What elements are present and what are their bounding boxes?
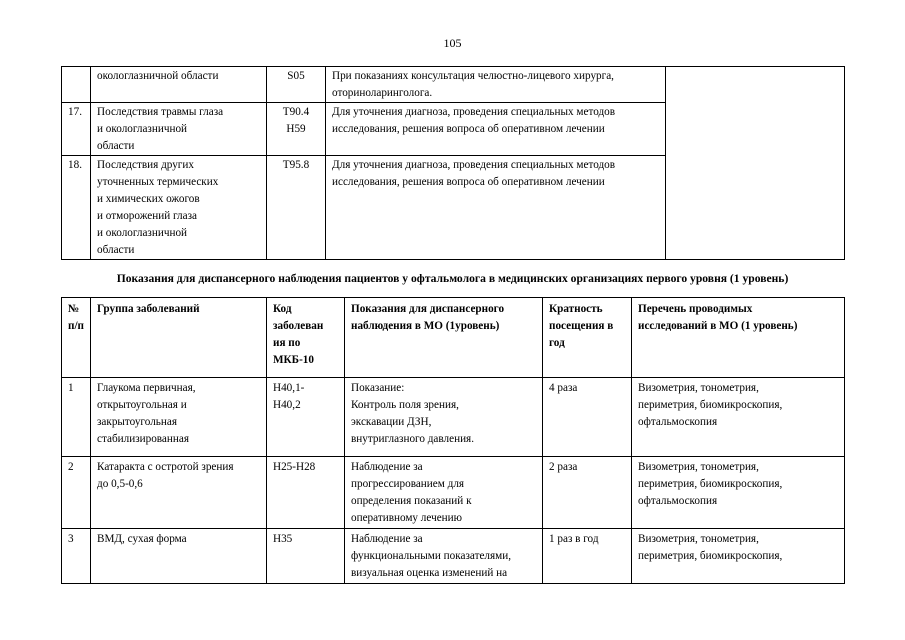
row-number: 3 xyxy=(62,529,91,584)
header-code: Код заболеван ия по МКБ-10 xyxy=(267,298,345,378)
referral-indication: При показаниях консультация челюстно-лицевого хирурга, оториноларинголога. xyxy=(326,67,666,103)
disease-group: Последствия других уточненных термических и химических ожогов и отморожений глаза и окологлазничной области xyxy=(91,156,267,260)
section-caption: Показания для диспансерного наблюдения пациентов у офтальмолога в медицинских организациях первого уровня (1 уровень) xyxy=(116,272,789,285)
table-row xyxy=(62,529,845,584)
icd-code: H35 xyxy=(267,529,345,584)
page-number: 105 xyxy=(443,36,462,50)
empty-cell xyxy=(666,67,845,260)
disease-group: ВМД, сухая форма xyxy=(91,529,267,584)
row-number: 17. xyxy=(62,103,91,156)
dispensary-table xyxy=(61,297,845,584)
studies-list: Визометрия, тонометрия, периметрия, биомикроскопия, офтальмоскопия xyxy=(632,457,845,529)
referral-indication: Для уточнения диагноза, проведения специальных методов исследования, решения вопроса об оперативном лечении xyxy=(326,156,666,260)
disease-group: Катаракта с остротой зрения до 0,5-0,6 xyxy=(91,457,267,529)
table-row xyxy=(62,67,845,103)
visit-frequency: 4 раза xyxy=(543,378,632,457)
table-row xyxy=(62,457,845,529)
referral-table xyxy=(61,66,845,260)
studies-list: Визометрия, тонометрия, периметрия, биомикроскопия, офтальмоскопия xyxy=(632,378,845,457)
referral-indication: Для уточнения диагноза, проведения специальных методов исследования, решения вопроса об оперативном лечении xyxy=(326,103,666,156)
row-number: 18. xyxy=(62,156,91,260)
header-frequency: Кратность посещения в год xyxy=(543,298,632,378)
icd-code: T95.8 xyxy=(267,156,326,260)
visit-frequency: 2 раза xyxy=(543,457,632,529)
row-number xyxy=(62,67,91,103)
header-indication: Показания для диспансерного наблюдения в МО (1уровень) xyxy=(345,298,543,378)
dispensary-indication: Наблюдение за функциональными показателями, визуальная оценка изменений на xyxy=(345,529,543,584)
disease-group: Глаукома первичная, открытоугольная и закрытоугольная стабилизированная xyxy=(91,378,267,457)
table-row xyxy=(62,378,845,457)
dispensary-indication: Показание: Контроль поля зрения, экскавации ДЗН, внутриглазного давления. xyxy=(345,378,543,457)
icd-code: H40,1- H40,2 xyxy=(267,378,345,457)
dispensary-indication: Наблюдение за прогрессированием для определения показаний к оперативному лечению xyxy=(345,457,543,529)
icd-code: T90.4 H59 xyxy=(267,103,326,156)
visit-frequency: 1 раз в год xyxy=(543,529,632,584)
icd-code: S05 xyxy=(267,67,326,103)
studies-list: Визометрия, тонометрия, периметрия, биомикроскопия, xyxy=(632,529,845,584)
table-header-row xyxy=(62,298,845,378)
disease-group: окологлазничной области xyxy=(91,67,267,103)
disease-group: Последствия травмы глаза и окологлазничной области xyxy=(91,103,267,156)
header-group: Группа заболеваний xyxy=(91,298,267,378)
row-number: 1 xyxy=(62,378,91,457)
icd-code: H25-H28 xyxy=(267,457,345,529)
header-num: № п/п xyxy=(62,298,91,378)
header-studies: Перечень проводимых исследований в МО (1 уровень) xyxy=(632,298,845,378)
row-number: 2 xyxy=(62,457,91,529)
